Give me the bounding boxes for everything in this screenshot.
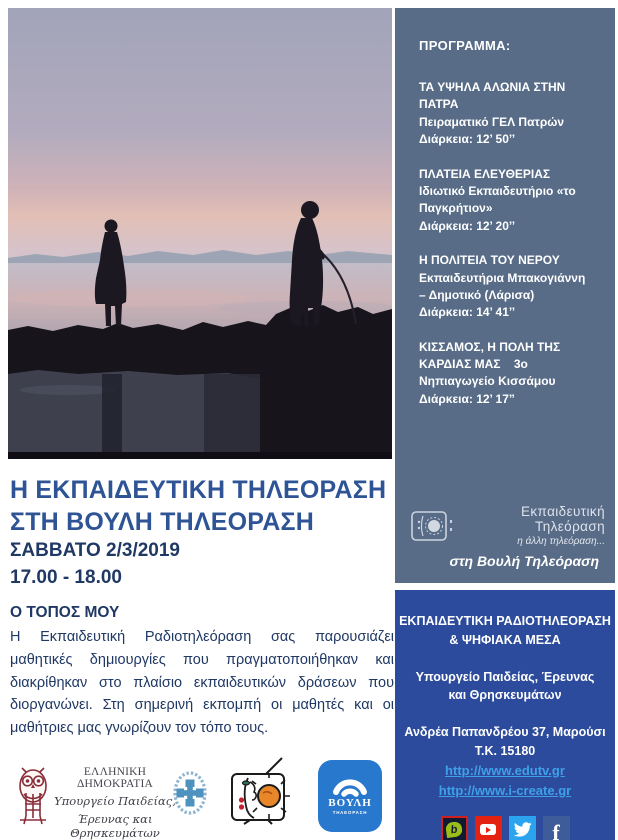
description-paragraph: Η Εκπαιδευτική Ραδιοτηλεόραση σας παρουσιάζει μαθητικές δημιουργίες που πραγματοποιήθηκαν και διακρίθηκαν στο πλαίσιο εκπαιδευτικών δράσεων που διοργανώνει. Στη σημερινή εκπομπή οι μαθητές και οι μαθήτριες μας γνωρίζουν τον τόπο τους. [10, 629, 394, 736]
twitter-icon[interactable] [509, 816, 536, 840]
program-item-subtitle: 3ο Νηπιαγωγείο Κισσάμου [419, 357, 556, 389]
ministry-line1: ΕΛΛΗΝΙΚΗ ΔΗΜΟΚΡΑΤΙΑ [76, 766, 154, 790]
broadcast-arcs-icon [328, 768, 372, 798]
title-block [10, 474, 394, 591]
program-item [419, 79, 595, 149]
lakeshore-dusk-photo [8, 8, 392, 459]
edutv-logo [409, 504, 605, 569]
contact-org-line2: & ΨΗΦΙΑΚΑ ΜΕΣΑ [449, 632, 561, 647]
program-item-title: ΠΛΑΤΕΙΑ ΕΛΕΥΘΕΡΙΑΣ [419, 166, 551, 181]
photo-illustration [8, 8, 392, 459]
social-icons-row [395, 816, 615, 840]
program-item-duration: Διάρκεια: 12’ 17” [419, 391, 515, 406]
ministry-owl-logo [14, 760, 52, 830]
program-sidebar [395, 8, 615, 583]
ministry-line2: Υπουργείο Παιδείας, [54, 794, 176, 808]
icreate-link[interactable]: http://www.i-create.gr [438, 783, 572, 799]
contact-ministry-line1: Υπουργείο Παιδείας, Έρευνας [415, 669, 595, 684]
blog-icon[interactable]: b [441, 816, 468, 840]
facebook-icon[interactable]: f [543, 816, 570, 840]
footer-logos [0, 752, 395, 840]
vouli-logo-line1: ΒΟΥΛΗ [328, 797, 372, 809]
program-item [419, 166, 595, 236]
contact-box [395, 590, 615, 840]
program-item-duration: Διάρκεια: 12’ 20’’ [419, 218, 516, 233]
program-item-duration: Διάρκεια: 12’ 50’’ [419, 132, 516, 147]
ministry-text [54, 766, 176, 840]
page-title-line1: Η ΕΚΠΑΙΔΕΥΤΙΚΗ ΤΗΛΕΟΡΑΣΗ [10, 476, 387, 504]
edutv-logo-subtitle: στη Βουλή Τηλεόραση [449, 553, 599, 569]
edutv-logo-tagline: η άλλη τηλεόραση... [517, 536, 605, 547]
program-item-title: ΤΑ ΥΨΗΛΑ ΑΛΩΝΙΑ ΣΤΗΝ ΠΑΤΡΑ [419, 80, 566, 112]
edutv-face-logo [224, 756, 302, 836]
program-item-subtitle: Ιδιωτικό Εκπαιδευτήριο «το Παγκρήτιον» [419, 183, 576, 216]
program-heading: ΠΡΟΓΡΑΜΜΑ: [419, 38, 511, 53]
page-title-line2: ΣΤΗ ΒΟΥΛΗ ΤΗΛΕΟΡΑΣΗ [10, 508, 315, 536]
contact-address-line1: Ανδρέα Παπανδρέου 37, Μαρούσι [404, 725, 606, 739]
vouli-tv-logo [318, 760, 382, 832]
program-item-subtitle: Πειραματικό ΓΕΛ Πατρών [419, 114, 565, 129]
section-heading: Ο ΤΟΠΟΣ ΜΟΥ [10, 604, 120, 621]
broadcast-time: 17.00 - 18.00 [10, 566, 122, 588]
program-item [419, 252, 595, 322]
greek-cross-emblem [172, 770, 208, 816]
program-item-subtitle: Εκπαιδευτήρια Μπακογιάννη – Δημοτικό (Λάρισα) [419, 270, 586, 302]
contact-org-line1: ΕΚΠΑΙΔΕΥΤΙΚΗ ΡΑΔΙΟΤΗΛΕΟΡΑΣΗ [399, 614, 611, 628]
broadcast-date: ΣΑΒΒΑΤΟ 2/3/2019 [10, 540, 180, 561]
program-item-title: ΚΙΣΣΑΜΟΣ, Η ΠΟΛΗ ΤΗΣ ΚΑΡΔΙΑΣ ΜΑΣ [419, 339, 561, 372]
edutv-link[interactable]: http://www.edutv.gr [445, 762, 565, 778]
contact-ministry-line2: και Θρησκευμάτων [448, 688, 562, 703]
sketched-tv-icon [409, 506, 455, 546]
program-item-duration: Διάρκεια: 14’ 41’’ [419, 305, 516, 320]
edutv-logo-name: Εκπαιδευτική Τηλεόραση [521, 504, 605, 534]
vouli-logo-line2: ΤΗΛΕΟΡΑΣΗ [332, 810, 368, 815]
ministry-line3: Έρευνας και Θρησκευμάτων [70, 812, 160, 840]
spacer [500, 357, 513, 371]
youtube-icon[interactable] [475, 816, 502, 840]
contact-address-line2: Τ.Κ. 15180 [474, 743, 536, 758]
program-item [419, 339, 595, 409]
program-item-title: Η ΠΟΛΙΤΕΙΑ ΤΟΥ ΝΕΡΟΥ [419, 253, 560, 268]
